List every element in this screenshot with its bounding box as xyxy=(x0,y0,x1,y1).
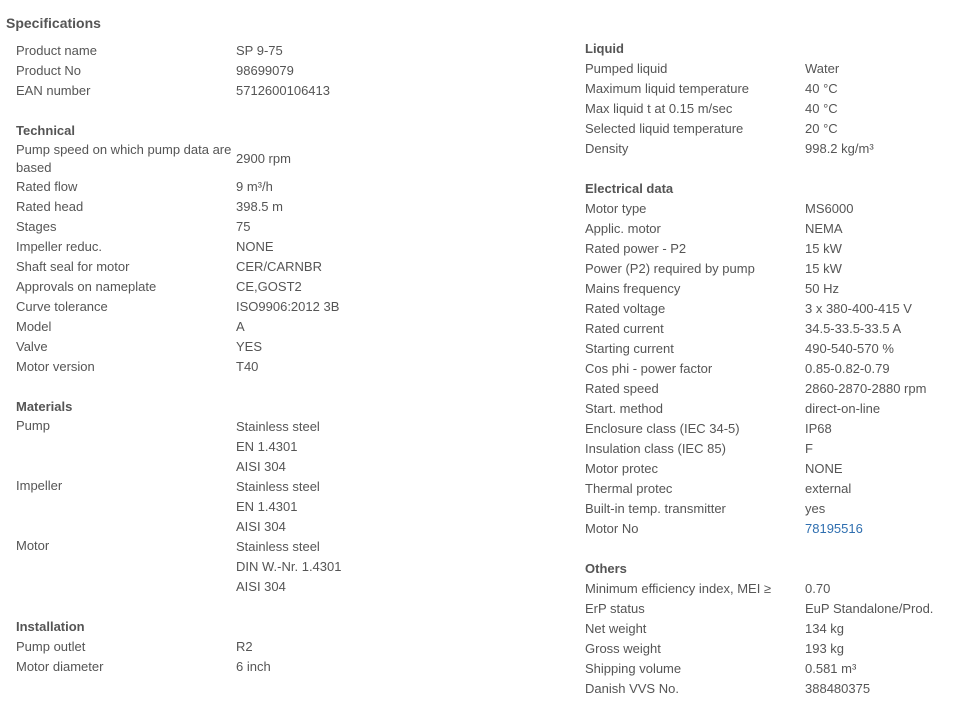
spec-label: Pump xyxy=(16,418,50,433)
spec-row-erp-status xyxy=(585,599,955,619)
spec-row-pump-speed-on-which-pump-data-are-based xyxy=(16,141,556,177)
spec-row-motor-protec xyxy=(585,459,955,479)
spec-value-line: 15 kW xyxy=(805,241,842,256)
spec-row-shaft-seal-for-motor xyxy=(16,257,556,277)
spec-row-ean-number xyxy=(16,81,556,101)
spec-value-line: 998.2 kg/m³ xyxy=(805,141,874,156)
spec-label: Shaft seal for motor xyxy=(16,259,130,274)
spec-label: Max liquid t at 0.15 m/sec xyxy=(585,101,733,116)
spec-label: Applic. motor xyxy=(585,221,661,236)
spec-value-line: Water xyxy=(805,61,840,76)
spec-row-rated-flow xyxy=(16,177,556,197)
spec-value-link[interactable]: 78195516 xyxy=(805,521,863,536)
section-title: Materials xyxy=(16,399,73,414)
spec-value xyxy=(805,219,843,239)
spec-label: Motor protec xyxy=(585,461,658,476)
spec-label: Shipping volume xyxy=(585,661,682,676)
spec-value xyxy=(236,637,253,657)
spec-row-rated-head xyxy=(16,197,556,217)
spec-value-line: Stainless steel xyxy=(236,479,320,494)
spec-value-line: IP68 xyxy=(805,421,832,436)
spec-value-line: DIN W.-Nr. 1.4301 xyxy=(236,559,342,574)
spec-row-cos-phi-power-factor xyxy=(585,359,955,379)
spec-row-stages xyxy=(16,217,556,237)
spec-value-line: 15 kW xyxy=(805,261,842,276)
spec-value xyxy=(805,519,863,539)
spec-label: Starting current xyxy=(585,341,674,356)
spec-label: Motor version xyxy=(16,359,95,374)
spec-value xyxy=(805,359,890,379)
spec-label: Pump speed on which pump data are based xyxy=(16,142,232,175)
spec-value-line: CER/CARNBR xyxy=(236,259,322,274)
spec-label: Impeller reduc. xyxy=(16,239,102,254)
spec-value-line: 134 kg xyxy=(805,621,845,636)
spec-value-line: direct-on-line xyxy=(805,401,881,416)
section-title: Others xyxy=(585,561,627,576)
spec-label: Model xyxy=(16,319,52,334)
spec-label: Stages xyxy=(16,219,57,234)
spec-row-mains-frequency xyxy=(585,279,955,299)
spec-value-line: 3 x 380-400-415 V xyxy=(805,301,912,316)
spec-row-pump xyxy=(16,417,556,477)
spec-label: Thermal protec xyxy=(585,481,673,496)
section-materials xyxy=(16,397,556,597)
page-title: Specifications xyxy=(6,15,101,31)
spec-value xyxy=(805,299,912,319)
spec-value xyxy=(805,59,839,79)
spec-value xyxy=(805,139,874,159)
spec-row-danish-vvs-no xyxy=(585,679,955,699)
spec-label: Approvals on nameplate xyxy=(16,279,157,294)
spec-value-line: EN 1.4301 xyxy=(236,499,298,514)
spec-value-line: 34.5-33.5-33.5 A xyxy=(805,321,902,336)
section-title: Liquid xyxy=(585,41,624,56)
spec-label: Motor No xyxy=(585,521,639,536)
spec-value xyxy=(236,317,245,337)
spec-value-line: yes xyxy=(805,501,826,516)
spec-row-model xyxy=(16,317,556,337)
spec-value xyxy=(805,319,901,339)
spec-value xyxy=(236,297,339,317)
spec-value xyxy=(236,337,262,357)
spec-value-line: YES xyxy=(236,339,263,354)
spec-value xyxy=(236,657,271,677)
spec-row-valve xyxy=(16,337,556,357)
spec-row-impeller-reduc xyxy=(16,237,556,257)
section-others xyxy=(585,559,955,699)
spec-value xyxy=(805,399,880,419)
spec-value xyxy=(805,259,842,279)
spec-label: Power (P2) required by pump xyxy=(585,261,755,276)
spec-label: Danish VVS No. xyxy=(585,681,679,696)
spec-value-line: A xyxy=(236,319,245,334)
spec-label: Rated power - P2 xyxy=(585,241,687,256)
spec-row-net-weight xyxy=(585,619,955,639)
spec-value xyxy=(805,379,926,399)
spec-label: Pumped liquid xyxy=(585,61,668,76)
spec-value-line: 2900 rpm xyxy=(236,151,291,166)
spec-value-line: AISI 304 xyxy=(236,519,286,534)
spec-value xyxy=(805,199,853,219)
spec-label: Selected liquid temperature xyxy=(585,121,744,136)
spec-label: Density xyxy=(585,141,629,156)
spec-value xyxy=(236,177,273,197)
spec-value-line: 193 kg xyxy=(805,641,845,656)
spec-value-line: 50 Hz xyxy=(805,281,839,296)
spec-value-line: 40 °C xyxy=(805,81,838,96)
spec-value-line: Stainless steel xyxy=(236,539,320,554)
spec-value xyxy=(805,439,813,459)
spec-value xyxy=(805,279,839,299)
spec-value xyxy=(805,339,894,359)
spec-row-selected-liquid-temperature xyxy=(585,119,955,139)
spec-row-rated-voltage xyxy=(585,299,955,319)
spec-label: Rated head xyxy=(16,199,84,214)
spec-row-rated-current xyxy=(585,319,955,339)
spec-value xyxy=(236,257,322,277)
spec-value-line: 5712600106413 xyxy=(236,83,330,98)
spec-label: Minimum efficiency index, MEI ≥ xyxy=(585,581,772,596)
spec-row-motor-type xyxy=(585,199,955,219)
spec-label: Product No xyxy=(16,63,82,78)
spec-row-rated-speed xyxy=(585,379,955,399)
spec-value-line: 40 °C xyxy=(805,101,838,116)
spec-row-thermal-protec xyxy=(585,479,955,499)
spec-label: Maximum liquid temperature xyxy=(585,81,750,96)
spec-value-line: T40 xyxy=(236,359,259,374)
spec-row-minimum-efficiency-index-mei xyxy=(585,579,955,599)
section-installation xyxy=(16,617,556,677)
spec-value-line: MS6000 xyxy=(805,201,854,216)
spec-label: Valve xyxy=(16,339,48,354)
spec-row-product-no xyxy=(16,61,556,81)
spec-value-line: ISO9906:2012 3B xyxy=(236,299,340,314)
spec-value-line: 9 m³/h xyxy=(236,179,273,194)
spec-label: Rated current xyxy=(585,321,664,336)
spec-value xyxy=(236,149,291,169)
spec-label: Product name xyxy=(16,43,97,58)
spec-value xyxy=(805,499,825,519)
spec-value-line: SP 9-75 xyxy=(236,43,283,58)
spec-label: Start. method xyxy=(585,401,664,416)
spec-value xyxy=(236,357,258,377)
spec-row-motor-diameter xyxy=(16,657,556,677)
spec-value xyxy=(805,419,832,439)
spec-row-impeller xyxy=(16,477,556,537)
spec-value xyxy=(805,79,838,99)
spec-label: Motor xyxy=(16,538,50,553)
section-title: Installation xyxy=(16,619,85,634)
spec-value-line: external xyxy=(805,481,852,496)
spec-label: Rated flow xyxy=(16,179,78,194)
spec-label: Cos phi - power factor xyxy=(585,361,713,376)
section-technical xyxy=(16,121,556,377)
spec-value-line: 20 °C xyxy=(805,121,838,136)
left-column xyxy=(16,41,556,697)
spec-row-motor-version xyxy=(16,357,556,377)
spec-label: Curve tolerance xyxy=(16,299,108,314)
spec-value xyxy=(805,579,830,599)
spec-label: Motor diameter xyxy=(16,659,104,674)
spec-value xyxy=(236,237,274,257)
spec-value-line: Stainless steel xyxy=(236,419,320,434)
spec-label: Rated speed xyxy=(585,381,659,396)
spec-value-line: 0.581 m³ xyxy=(805,661,857,676)
spec-row-approvals-on-nameplate xyxy=(16,277,556,297)
spec-value xyxy=(236,197,283,217)
spec-value xyxy=(236,41,283,61)
spec-value xyxy=(805,459,843,479)
spec-value-line: R2 xyxy=(236,639,253,654)
spec-value-line: 388480375 xyxy=(805,681,871,696)
spec-label: Rated voltage xyxy=(585,301,666,316)
spec-label: Pump outlet xyxy=(16,639,86,654)
spec-value xyxy=(805,639,844,659)
spec-value-line: 398.5 m xyxy=(236,199,283,214)
spec-row-curve-tolerance xyxy=(16,297,556,317)
spec-value xyxy=(805,599,933,619)
spec-row-maximum-liquid-temperature xyxy=(585,79,955,99)
spec-row-motor xyxy=(16,537,556,597)
spec-value xyxy=(805,679,870,699)
spec-label: Built-in temp. transmitter xyxy=(585,501,726,516)
spec-row-enclosure-class-iec-34-5 xyxy=(585,419,955,439)
spec-row-product-name xyxy=(16,41,556,61)
spec-value xyxy=(236,61,294,81)
spec-value-line: 6 inch xyxy=(236,659,271,674)
spec-row-power-p2-required-by-pump xyxy=(585,259,955,279)
spec-label: Impeller xyxy=(16,478,63,493)
spec-label: Insulation class (IEC 85) xyxy=(585,441,726,456)
spec-label: EAN number xyxy=(16,83,91,98)
spec-value xyxy=(236,81,330,101)
spec-value-line: 75 xyxy=(236,219,251,234)
spec-row-max-liquid-t-at-0-15-m-sec xyxy=(585,99,955,119)
spec-value-line: CE,GOST2 xyxy=(236,279,302,294)
spec-label: Mains frequency xyxy=(585,281,681,296)
spec-value-line: AISI 304 xyxy=(236,579,286,594)
spec-label: ErP status xyxy=(585,601,645,616)
spec-value xyxy=(805,119,838,139)
spec-value-line: NONE xyxy=(805,461,843,476)
section-general xyxy=(16,41,556,101)
spec-label: Enclosure class (IEC 34-5) xyxy=(585,421,740,436)
spec-value xyxy=(236,417,320,477)
spec-value-line: 2860-2870-2880 rpm xyxy=(805,381,927,396)
spec-value xyxy=(805,239,842,259)
spec-value-line: F xyxy=(805,441,813,456)
spec-label: Motor type xyxy=(585,201,647,216)
spec-value xyxy=(805,619,844,639)
section-title: Technical xyxy=(16,123,76,138)
spec-value-line: 0.85-0.82-0.79 xyxy=(805,361,890,376)
spec-row-density xyxy=(585,139,955,159)
spec-value xyxy=(236,277,302,297)
spec-value-line: 98699079 xyxy=(236,63,294,78)
spec-row-pump-outlet xyxy=(16,637,556,657)
spec-value xyxy=(236,217,250,237)
spec-value-line: EuP Standalone/Prod. xyxy=(805,601,934,616)
spec-value xyxy=(805,99,838,119)
spec-row-insulation-class-iec-85 xyxy=(585,439,955,459)
spec-label: Gross weight xyxy=(585,641,661,656)
spec-value xyxy=(805,659,856,679)
spec-row-pumped-liquid xyxy=(585,59,955,79)
spec-row-built-in-temp-transmitter xyxy=(585,499,955,519)
spec-value-line: NONE xyxy=(236,239,274,254)
section-electrical-data xyxy=(585,179,955,539)
spec-label: Net weight xyxy=(585,621,647,636)
spec-row-motor-no xyxy=(585,519,955,539)
right-column xyxy=(585,39,955,719)
spec-value-line: 490-540-570 % xyxy=(805,341,894,356)
spec-row-start-method xyxy=(585,399,955,419)
spec-value-line: 0.70 xyxy=(805,581,831,596)
spec-value xyxy=(805,479,851,499)
spec-row-applic-motor xyxy=(585,219,955,239)
spec-row-shipping-volume xyxy=(585,659,955,679)
spec-value-line: EN 1.4301 xyxy=(236,439,298,454)
spec-value-line: NEMA xyxy=(805,221,843,236)
section-title: Electrical data xyxy=(585,181,674,196)
spec-value xyxy=(236,537,341,597)
section-liquid xyxy=(585,39,955,159)
spec-row-starting-current xyxy=(585,339,955,359)
spec-row-rated-power-p2 xyxy=(585,239,955,259)
spec-value-line: AISI 304 xyxy=(236,459,286,474)
spec-row-gross-weight xyxy=(585,639,955,659)
spec-value xyxy=(236,477,320,537)
